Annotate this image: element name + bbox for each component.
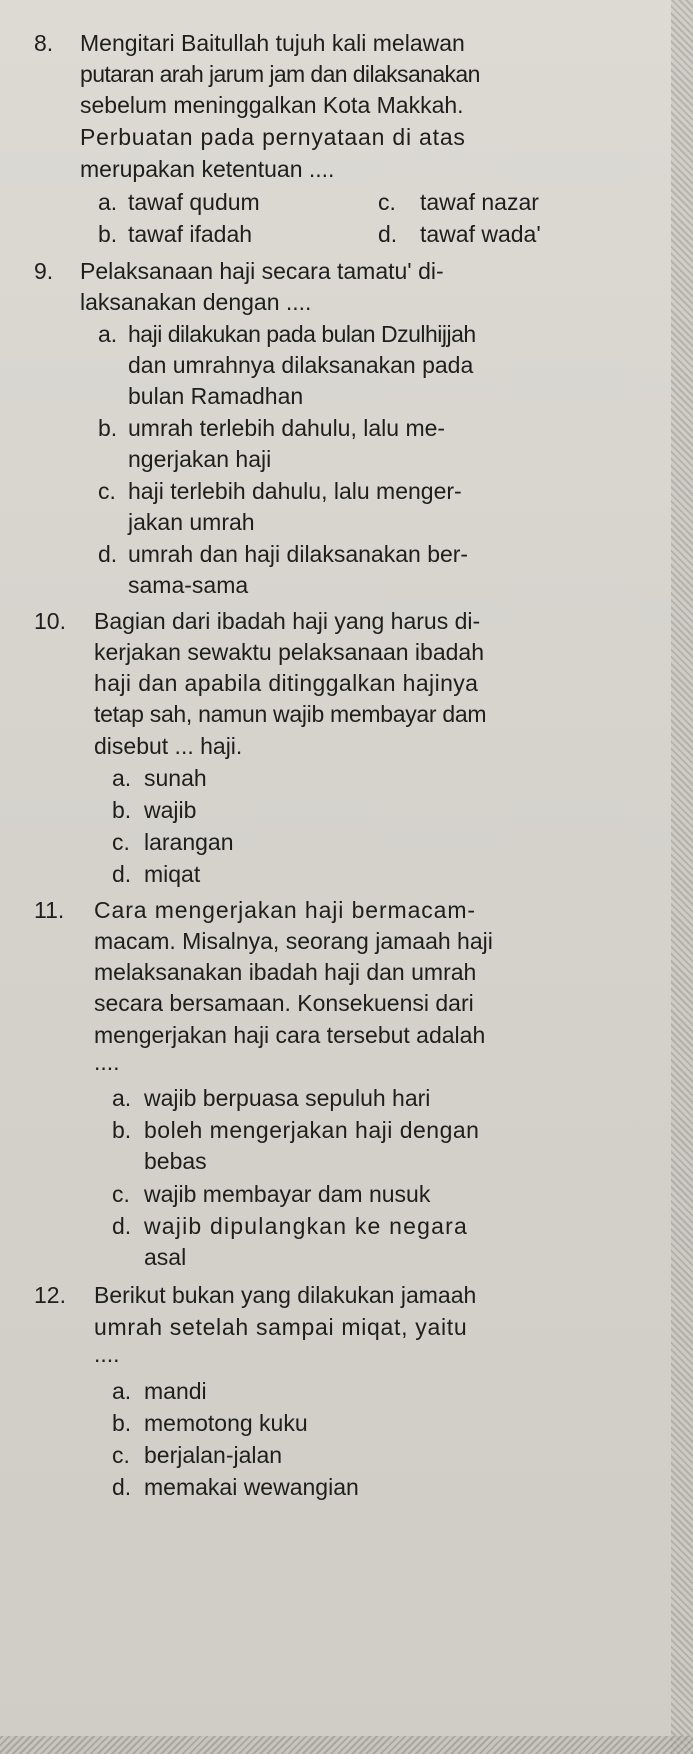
option-d-line: sama-sama bbox=[128, 572, 249, 598]
question-line: melaksanakan ibadah haji dan umrah bbox=[94, 959, 477, 985]
question-line: laksanakan dengan .... bbox=[80, 289, 312, 315]
question-line: sebelum meninggalkan Kota Makkah. bbox=[80, 92, 464, 118]
option-a: a. wajib berpuasa sepuluh hari bbox=[112, 1085, 431, 1111]
option-b: b. umrah terlebih dahulu, lalu me- bbox=[98, 415, 446, 441]
option-c: c. larangan bbox=[112, 829, 234, 855]
question-number: 12. bbox=[34, 1282, 66, 1308]
question-number: 8. bbox=[34, 30, 54, 56]
question-line: Cara mengerjakan haji bermacam- bbox=[94, 897, 476, 923]
question-line: Bagian dari ibadah haji yang harus di- bbox=[94, 608, 481, 634]
question-line: umrah setelah sampai miqat, yaitu bbox=[94, 1314, 468, 1340]
option-a-line: dan umrahnya dilaksanakan pada bbox=[128, 352, 474, 378]
question-number: 10. bbox=[34, 608, 66, 634]
question-line: .... bbox=[94, 1341, 120, 1367]
question-line: Mengitari Baitullah tujuh kali melawan bbox=[80, 30, 465, 56]
option-b: b. wajib bbox=[112, 797, 197, 823]
page-edge bbox=[671, 0, 693, 1754]
option-d: d. miqat bbox=[112, 861, 201, 887]
page-bottom-edge bbox=[0, 1736, 693, 1754]
option-d: d. memakai wewangian bbox=[112, 1474, 359, 1500]
option-b-line: ngerjakan haji bbox=[128, 446, 272, 472]
question-line: haji dan apabila ditinggalkan hajinya bbox=[94, 670, 479, 696]
question-line: kerjakan sewaktu pelaksanaan ibadah bbox=[94, 639, 484, 665]
option-a: a. mandi bbox=[112, 1378, 207, 1404]
option-c: c. tawaf nazar bbox=[378, 189, 539, 215]
question-line: secara bersamaan. Konsekuensi dari bbox=[94, 990, 474, 1016]
question-line: Pelaksanaan haji secara tamatu' di- bbox=[80, 258, 444, 284]
question-line: merupakan ketentuan .... bbox=[80, 156, 335, 182]
option-a: a. sunah bbox=[112, 765, 207, 791]
question-line: tetap sah, namun wajib membayar dam bbox=[94, 701, 487, 727]
option-c: c. berjalan-jalan bbox=[112, 1442, 283, 1468]
question-line: .... bbox=[94, 1049, 120, 1075]
question-line: mengerjakan haji cara tersebut adalah bbox=[94, 1022, 486, 1048]
option-c-line: jakan umrah bbox=[128, 509, 255, 535]
option-c: c. wajib membayar dam nusuk bbox=[112, 1181, 431, 1207]
option-b: b. tawaf ifadah bbox=[98, 221, 253, 247]
question-line: Berikut bukan yang dilakukan jamaah bbox=[94, 1282, 477, 1308]
option-b: b. memotong kuku bbox=[112, 1410, 308, 1436]
option-d: d. tawaf wada' bbox=[378, 221, 541, 247]
option-a: a. tawaf qudum bbox=[98, 189, 260, 215]
option-a-line: bulan Ramadhan bbox=[128, 383, 304, 409]
question-number: 9. bbox=[34, 258, 54, 284]
option-d: d. wajib dipulangkan ke negara bbox=[112, 1213, 468, 1239]
question-line: putaran arah jarum jam dan dilaksanakan bbox=[80, 61, 480, 87]
option-c: c. haji terlebih dahulu, lalu menger- bbox=[98, 478, 462, 504]
question-line: Perbuatan pada pernyataan di atas bbox=[80, 124, 466, 150]
question-number: 11. bbox=[34, 897, 65, 923]
option-b-line: bebas bbox=[144, 1148, 207, 1174]
question-line: macam. Misalnya, seorang jamaah haji bbox=[94, 928, 493, 954]
question-line: disebut ... haji. bbox=[94, 733, 243, 759]
option-d: d. umrah dan haji dilaksanakan ber- bbox=[98, 541, 469, 567]
option-b: b. boleh mengerjakan haji dengan bbox=[112, 1117, 480, 1143]
option-d-line: asal bbox=[144, 1244, 187, 1270]
option-a: a. haji dilakukan pada bulan Dzulhijjah bbox=[98, 321, 476, 347]
